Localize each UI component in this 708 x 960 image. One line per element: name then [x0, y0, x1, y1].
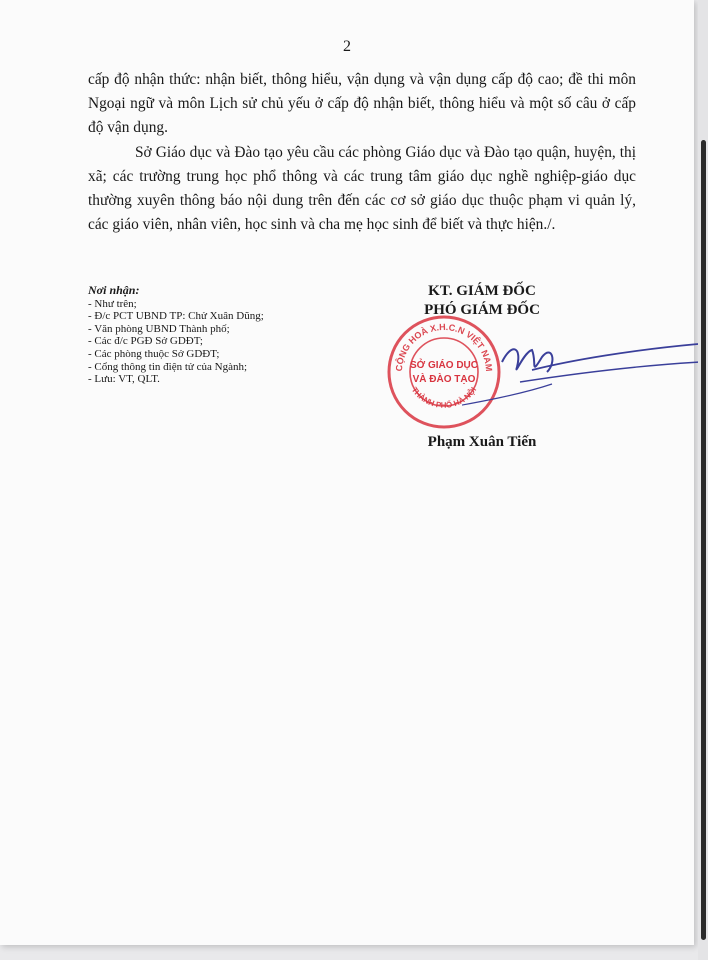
recipient-item: - Lưu: VT, QLT. — [88, 373, 160, 386]
seal-ring-text: CỘNG HOÀ X.H.C.N VIỆT NAM — [393, 321, 495, 372]
seal-center-line1: SỞ GIÁO DỤC — [410, 360, 478, 371]
seal-bottom-text: THÀNH PHỐ HÀ NỘI — [409, 385, 479, 410]
body-text — [88, 68, 636, 237]
signature-title-1: KT. GIÁM ĐỐC — [428, 283, 536, 299]
recipient-item: - Văn phòng UBND Thành phố; — [88, 322, 230, 335]
recipient-item: - Như trên; — [88, 297, 137, 310]
scrollbar-track[interactable] — [698, 0, 708, 960]
signature-block — [393, 282, 692, 462]
recipient-item: - Các phòng thuộc Sở GDĐT; — [88, 347, 220, 360]
handwritten-signature — [462, 322, 702, 412]
recipient-item: - Cổng thông tin điện tử của Ngành; — [88, 360, 248, 373]
signature-title-2: PHÓ GIÁM ĐỐC — [424, 302, 540, 318]
recipient-item: - Đ/c PCT UBND TP: Chử Xuân Dũng; — [88, 310, 264, 323]
seal-center-line2: VÀ ĐÀO TẠO — [412, 374, 476, 385]
signer-name: Phạm Xuân Tiến — [427, 434, 537, 450]
recipients-list — [88, 284, 388, 386]
recipients-items — [88, 298, 388, 386]
recipients-title: Nơi nhận: — [88, 283, 140, 297]
scrollbar-thumb[interactable] — [701, 140, 706, 940]
body-paragraph-1: cấp độ nhận thức: nhận biết, thông hiểu, vận dụng và vận dụng cấp độ cao; đề thi môn Ngoại ngữ và môn Lịch sử chủ yếu ở cấp độ nhận biết, thông hiểu và một số câu ở cấp độ vận dụng. — [88, 71, 636, 137]
page-number: 2 — [343, 38, 351, 55]
recipient-item: - Các đ/c PGĐ Sở GDĐT; — [88, 335, 203, 348]
body-paragraph-2: Sở Giáo dục và Đào tạo yêu cầu các phòng Giáo dục và Đào tạo quận, huyện, thị xã; các trường trung học phổ thông và các trung tâm giáo dục nghề nghiệp-giáo dục thường xuyên thông báo nội dung trên đến các cơ sở giáo dục thuộc phạm vi quản lý, các giáo viên, nhân viên, học sinh và cha mẹ học sinh để biết và thực hiện./. — [88, 143, 636, 234]
